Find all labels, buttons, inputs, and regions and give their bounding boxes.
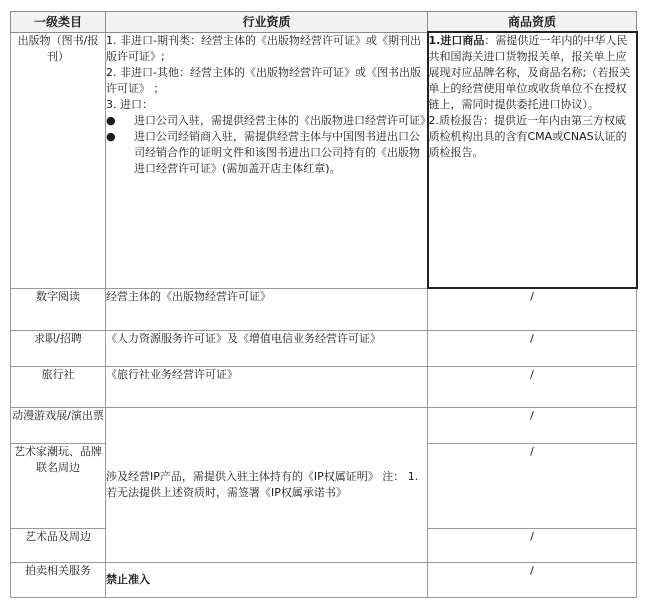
product-artwork: / bbox=[428, 528, 637, 562]
bullet-import-distributor-text: 进口公司经销商入驻，需提供经营主体与中国图书进出口公司经销合作的证明文件和该图书进出口公司持有的《出版物进口经营许可证》(需加盖开店主体红章)。 bbox=[134, 129, 420, 175]
category-artwork: 艺术品及周边 bbox=[11, 528, 106, 562]
industry-ip-products: 涉及经营IP产品，需提供入驻主体持有的《IP权属证明》 注： 1.若无法提供上述资质时，需签署《IP权属承诺书》 bbox=[106, 407, 428, 562]
bullet-import-company bbox=[106, 113, 431, 129]
industry-publication bbox=[106, 32, 431, 288]
industry-jobs: 《人力资源服务许可证》及《增值电信业务经营许可证》 bbox=[106, 330, 428, 366]
product-auction: / bbox=[428, 562, 637, 597]
product-anime-shows: / bbox=[428, 407, 637, 443]
industry-item-other: 2. 非进口-其他：经营主体的《出版物经营许可证》或《图书出版许可证》 ； bbox=[106, 65, 421, 95]
category-auction: 拍卖相关服务 bbox=[11, 562, 106, 597]
header-product-qualification: 商品资质 bbox=[428, 12, 637, 33]
table-row bbox=[11, 407, 637, 443]
table-header-row bbox=[11, 12, 637, 33]
product-import-goods bbox=[429, 33, 636, 113]
bullet-import-distributor bbox=[106, 129, 427, 177]
table-row bbox=[11, 32, 637, 288]
product-import-label: 1.进口商品 bbox=[428, 34, 485, 47]
product-import-text: ：需提供近一年内的中华人民共和国海关进口货物报关单，报关单上应展现对应品牌名称，及商品名称;（若报关单上的经营使用单位或收货单位不在授权链上，需同时提供委托进口协议）。 bbox=[428, 34, 631, 111]
table-row bbox=[11, 288, 637, 330]
industry-item-periodical: 1. 非进口-期刊类：经营主体的《出版物经营许可证》或《期刊出版许可证》; bbox=[106, 33, 421, 63]
product-jobs: / bbox=[428, 330, 637, 366]
table-row bbox=[11, 366, 637, 407]
header-industry-qualification: 行业资质 bbox=[106, 12, 428, 33]
category-digital-reading: 数字阅读 bbox=[11, 288, 106, 330]
bullet-import-company-text: 进口公司入驻，需提供经营主体的《出版物进口经营许可证》 bbox=[134, 113, 431, 127]
product-digital-reading: / bbox=[428, 288, 637, 330]
table-row bbox=[11, 562, 637, 597]
product-artist-toys: / bbox=[428, 443, 637, 528]
product-quality-report: 2.质检报告：提供近一年内由第三方权威质检机构出具的含有CMA或CNAS认证的质检报告。 bbox=[428, 114, 627, 159]
industry-travel: 《旅行社业务经营许可证》 bbox=[106, 366, 428, 407]
category-jobs: 求职/招聘 bbox=[11, 330, 106, 366]
qualification-table bbox=[10, 11, 638, 598]
category-artist-toys: 艺术家潮玩、品牌联名周边 bbox=[11, 443, 106, 528]
bullet-icon: ● bbox=[106, 113, 116, 127]
industry-digital-reading: 经营主体的《出版物经营许可证》 bbox=[106, 288, 428, 330]
bullet-icon: ● bbox=[106, 129, 116, 143]
industry-auction: 禁止准入 bbox=[106, 572, 150, 586]
industry-auction-cell bbox=[106, 562, 428, 597]
table-row bbox=[11, 330, 637, 366]
category-anime-shows: 动漫游戏展/演出票 bbox=[11, 407, 106, 443]
header-category: 一级类目 bbox=[11, 12, 106, 33]
product-publication bbox=[428, 32, 637, 288]
industry-item-import: 3. 进口： bbox=[106, 97, 153, 111]
product-travel: / bbox=[428, 366, 637, 407]
category-publication: 出版物（图书/报刊） bbox=[11, 32, 106, 288]
category-travel: 旅行社 bbox=[11, 366, 106, 407]
